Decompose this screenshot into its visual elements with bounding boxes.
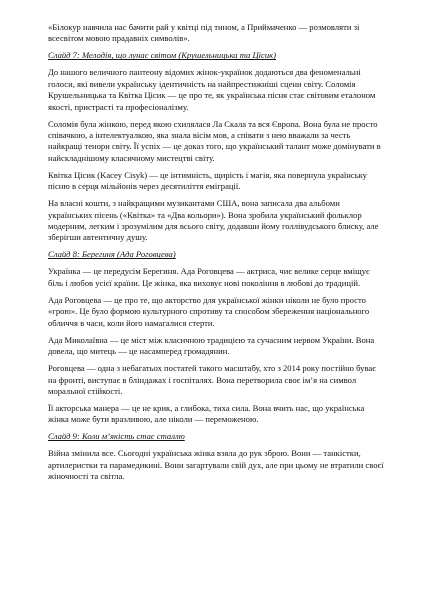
document-page	[48, 22, 384, 488]
slide7-paragraph-2: Соломія була жінкою, перед якою схилялася Ла Скала та вся Європа. Вона була не просто співачкою, а інтелектуалкою, яка знала вісім мов, а співати з нею вважали за честь найкращі тенори світу. Її успіх — це доказ того, що український талант може домінувати в найскладнішому класичному мистецтві світу.	[48, 118, 381, 163]
slide7-paragraph-1: До нашого величного пантеону відомих жінок-українок додаються два феноменальні голоси, які вивели українську ідентичність на найпрестижніші сцени світу. Соломія Крушельницька та Квітка Цісик — це про те, як українська пісня стає світовим еталоном якості, пристрасті та професіоналізму.	[48, 67, 376, 112]
slide8-paragraph-4: Роговцева — одна з небагатьох постатей такого масштабу, хто з 2014 року постійно буває на фронті, виступає в бліндажах і госпіталях. Вона перетворила своє ім’я на символ моральної стійкості.	[48, 363, 376, 396]
slide9-paragraph-1: Війна змінила все. Сьогодні українська жінка взяла до рук зброю. Вони — танкістки, артилеристки та парамедикині. Вони загартували свій дух, але при цьому не втратили своєї жіночності та світла.	[48, 448, 384, 482]
slide7-paragraph-3: Квітка Цісик (Kacey Cisyk) — це інтимність, щирість і магія, яка повернула українську пісню в серця мільйонів через десятиліття еміграції.	[48, 169, 367, 192]
intro-quote: «Білокур навчила нас бачити рай у квітці під тином, а Приймаченко — розмовляти зі всесвітом мовою прадавніх символів».	[48, 22, 360, 44]
slide8-paragraph-3: Ада Миколаївна — це міст між класичною традицією та сучасним нервом України. Вона довела, що митець — це насамперед громадянин.	[48, 334, 375, 357]
slide9-heading: Слайд 9: Коли м’якість стає сталлю	[48, 431, 185, 442]
slide7-paragraph-4: На власні кошти, з найкращими музикантами США, вона записала два альбоми українських пісень («Квітка» та «Два кольори»). Вона зробила український фольклор модерним, легким і зрозумілим для всього світу, додавши йому голлівудського блиску, але зберігши автентичну душу.	[48, 198, 379, 243]
slide7-heading: Слайд 7: Мелодія, що лунає світом (Крушельницька та Цісик)	[48, 50, 277, 61]
slide8-heading: Слайд 8: Берегиня (Ада Роговцева)	[48, 249, 176, 260]
slide8-paragraph-5: Її акторська манера — це не крик, а глибока, тиха сила. Вона вчить нас, що українська жінка може бути вразливою, але ніколи — переможеною.	[48, 402, 365, 425]
slide8-paragraph-2: Ада Роговцева — це про те, що акторство для української жінки ніколи не було просто «грою». Це було формою культурного спротиву та способом збереження національного обличчя в часи, коли його намагалися стерти.	[48, 294, 370, 328]
slide8-paragraph-1: Українка — це передусім Берегиня. Ада Роговцева — актриса, чиє велике серце вміщує біль і любов усієї країни. Це жінка, яка виховує нові покоління в любові до традицій.	[48, 266, 370, 288]
